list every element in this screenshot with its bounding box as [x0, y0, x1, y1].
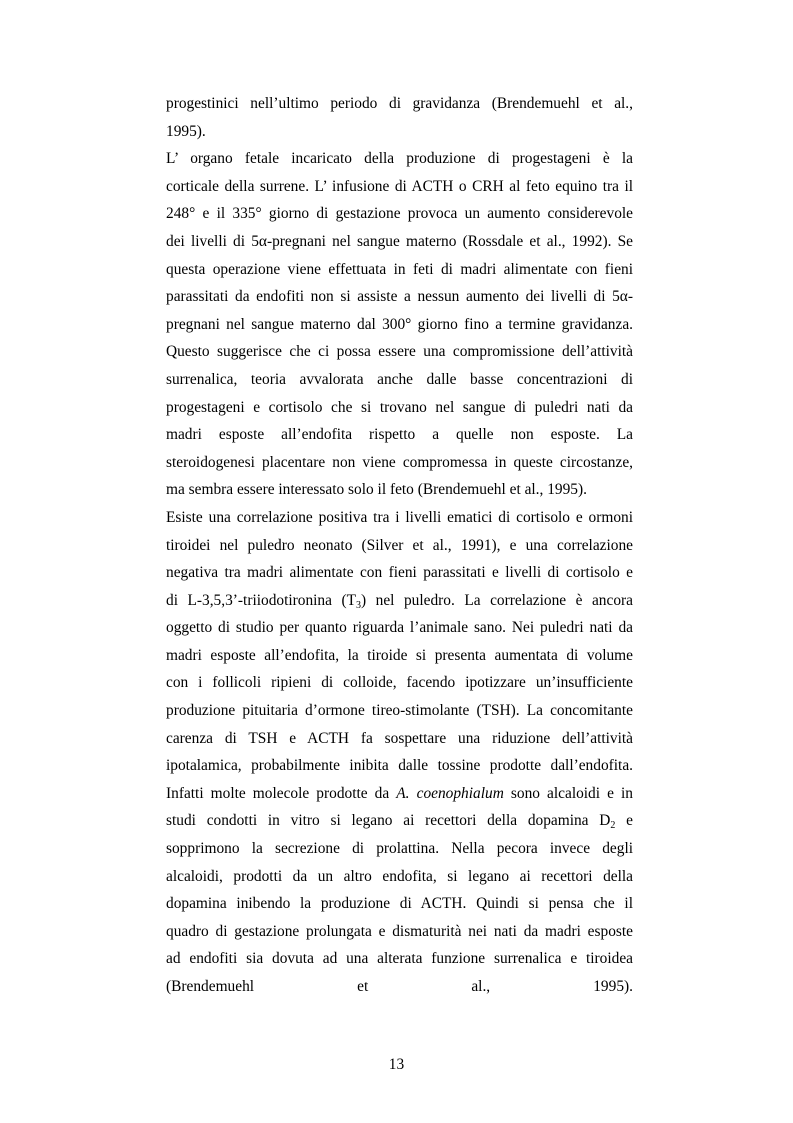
text-line: parassitati da endofiti non si assiste a nessun aumento dei livelli di 5α-: [166, 288, 633, 306]
text-line: con i follicoli ripieni di colloide, facendo ipotizzare un’insufficiente: [166, 674, 633, 692]
text-line: alcaloidi, prodotti da un altro endofita, si legano ai recettori della: [166, 867, 633, 885]
text-line: surrenalica, teoria avvalorata anche dalle basse concentrazioni di: [166, 370, 633, 388]
text-line: questa operazione viene effettuata in feti di madri alimentate con fieni: [166, 260, 633, 278]
text-line: Questo suggerisce che ci possa essere una compromissione dell’attività: [166, 343, 633, 361]
species-name: A. coenophialum: [396, 784, 504, 802]
text-line: 248° e il 335° giorno di gestazione provoca un aumento considerevole: [166, 205, 633, 223]
paragraph-2: [166, 145, 633, 504]
text-line: 1995).: [166, 122, 206, 140]
text-line: quadro di gestazione prolungata e dismaturità nei nati da madri esposte: [166, 922, 633, 940]
text-line: oggetto di studio per quanto riguarda l’animale sano. Nei puledri nati da: [166, 619, 633, 637]
page-number: 13: [388, 1056, 405, 1073]
body-text: [166, 90, 633, 1001]
text-line: carenza di TSH e ACTH fa sospettare una riduzione dell’attività: [166, 729, 633, 747]
text-line-species: [166, 780, 633, 808]
text-line-t3: [166, 587, 633, 615]
paragraph-1: [166, 90, 633, 145]
text-line: progestinici nell’ultimo periodo di gravidanza (Brendemuehl et al.,: [166, 95, 633, 112]
paragraph-3: [166, 504, 633, 1001]
text-line: L’ organo fetale incaricato della produzione di progestageni è la: [166, 150, 633, 168]
text-line: tiroidei nel puledro neonato (Silver et al., 1991), e una correlazione: [166, 536, 633, 554]
subscript-2: 2: [610, 820, 616, 832]
text-line-d2: [166, 807, 633, 835]
text-line: pregnani nel sangue materno dal 300° giorno fino a termine gravidanza.: [166, 315, 633, 333]
text-line: madri esposte all’endofita, la tiroide si presenta aumentata di volume: [166, 646, 633, 664]
subscript-3: 3: [356, 599, 361, 611]
text-line: corticale della surrene. L’ infusione di ACTH o CRH al feto equino tra il: [166, 177, 633, 195]
text-line: dei livelli di 5α-pregnani nel sangue materno (Rossdale et al., 1992). Se: [166, 232, 633, 250]
text-line-citation: (Brendemuehl et al., 1995).: [166, 978, 633, 995]
text-segment: studi condotti in vitro si legano ai recettori della dopamina D: [166, 812, 611, 830]
text-line: ma sembra essere interessato solo il feto (Brendemuehl et al., 1995).: [166, 481, 587, 499]
text-line: madri esposte all’endofita rispetto a quelle non esposte. La: [166, 426, 633, 444]
text-line: ipotalamica, probabilmente inibita dalle tossine prodotte dall’endofita.: [166, 757, 633, 775]
text-line: Esiste una correlazione positiva tra i livelli ematici di cortisolo e ormoni: [166, 508, 633, 526]
text-line: produzione pituitaria d’ormone tireo-stimolante (TSH). La concomitante: [166, 702, 633, 720]
text-segment: di L-3,5,3’-triiodotironina (T: [166, 591, 356, 609]
text-line: progestageni e cortisolo che si trovano nel sangue di puledri nati da: [166, 398, 633, 416]
text-segment: sono alcaloidi e in: [503, 784, 633, 802]
text-line: negativa tra madri alimentate con fieni parassitati e livelli di cortisolo e: [166, 564, 633, 582]
text-segment: ) nel puledro. La correlazione è ancora: [361, 591, 633, 609]
text-segment: Infatti molte molecole prodotte da: [166, 784, 397, 802]
text-line: dopamina inibendo la produzione di ACTH. Quindi si pensa che il: [166, 895, 633, 913]
text-line: sopprimono la secrezione di prolattina. Nella pecora invece degli: [166, 840, 633, 858]
text-segment: e: [615, 812, 633, 830]
text-line: steroidogenesi placentare non viene compromessa in queste circostanze,: [166, 453, 633, 471]
text-line: ad endofiti sia dovuta ad una alterata funzione surrenalica e tiroidea: [166, 950, 633, 968]
